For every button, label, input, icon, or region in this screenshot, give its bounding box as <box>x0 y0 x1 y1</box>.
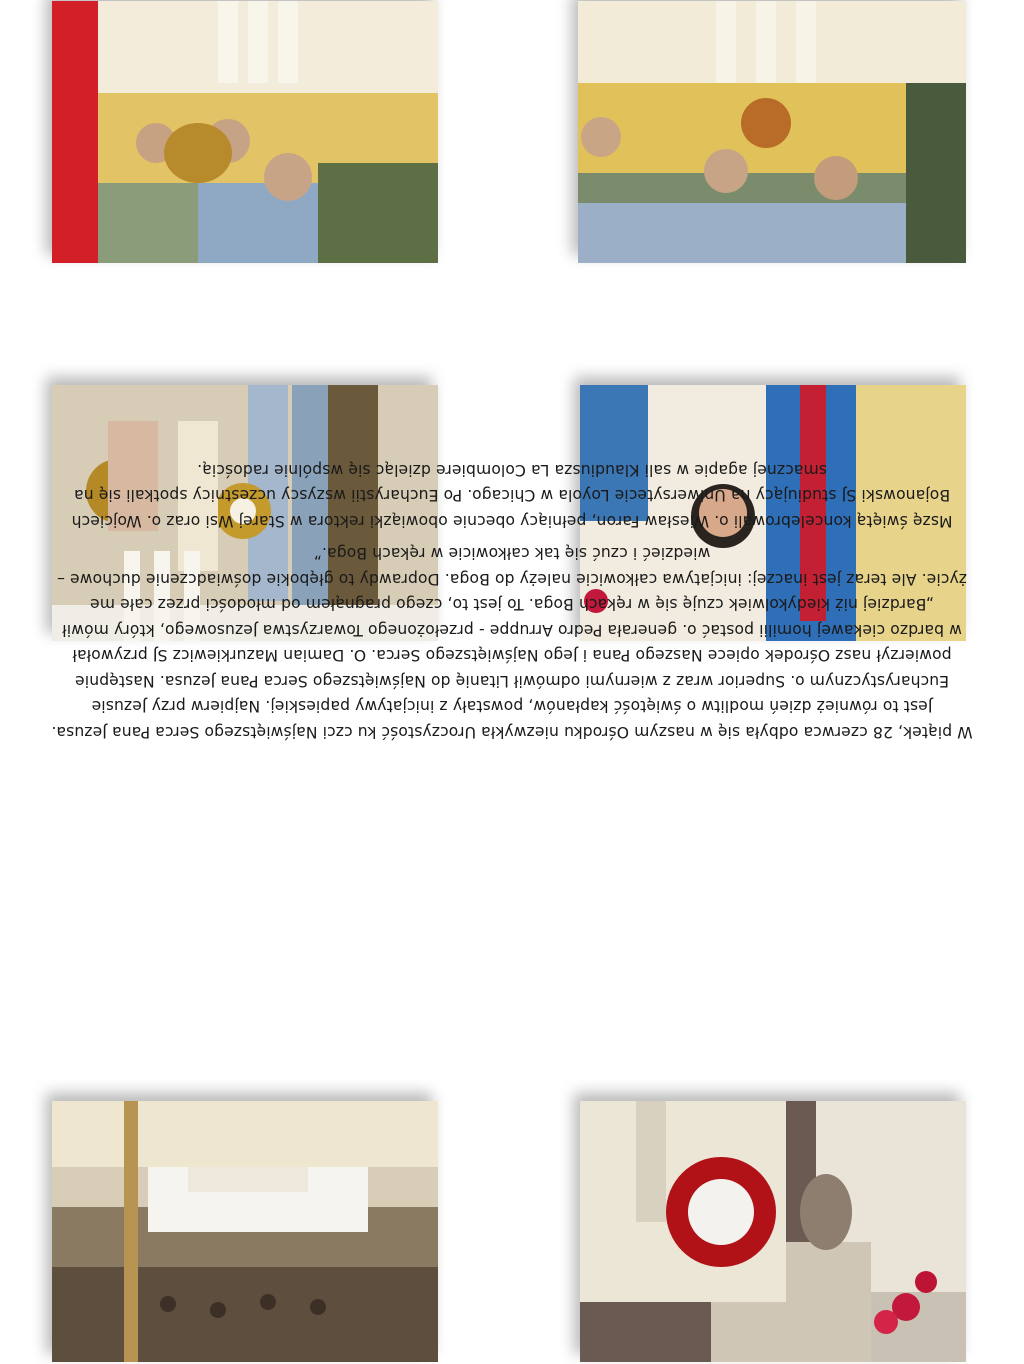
photo-chapel-interior-with-congregation <box>52 1101 438 1362</box>
article-line-3: Eucharystycznym o. Superior wraz z wiernymi odmówił Litanię do Najświętszego Serca Pana Jezusa. Następnie <box>74 672 950 690</box>
article-line-5: w bardzo ciekawej homilii postać o. generała Pedro Arruppe - przełożonego Towarzystwa Jezusowego, który mówił <box>62 621 962 639</box>
article-line-2: Jest to również dzień modlitw o świętość kapłanów, powstały z inicjatywy papieskiej. Najpierw przy Jezusie <box>91 697 933 716</box>
article-line-11: smacznej agapie w sali Klaudiusza La Colombiere dzieląc się wspólnie radością. <box>197 461 827 479</box>
article-text <box>20 457 1004 745</box>
article-line-7: życie. Ale teraz jest inaczej: inicjatywa całkowicie należy do Boga. Doprawdy to głębokie doświadczenie duchowe – <box>57 570 967 588</box>
photo-concelebrants-chalice <box>52 1 438 263</box>
photo-concelebrants-elevation <box>578 1 966 263</box>
article-line-4: powierzył nasz Ośrodek opiece Naszego Pana i Jego Najświętszego Serca. O. Damian Mazurkiewicz SJ przywołał <box>72 646 952 665</box>
photo-priest-at-altar-with-heart-wreath <box>580 1101 966 1362</box>
article-line-8: wiedzieć i czuć się tak całkowicie w rękach Boga.” <box>313 544 711 563</box>
article-line-10: Bojanowski SJ studiujący na Uniwersytecie Loyola w Chicago. Po Eucharystii wszyscy uczestnicy spotkali się na <box>73 486 951 505</box>
article-line-9: Mszę świętą koncelebrowali o. Wiesław Faron, pełniący obecnie obowiązki rektora w Starej Wsi oraz o. Wojciech <box>71 512 953 530</box>
article-line-1: W piątek, 28 czerwca odbyła się w naszym Ośrodku niezwykła Uroczystość ku czci Najświętszego Serca Pana Jezusa. <box>51 723 973 741</box>
article-line-6: „Bardziej niż kiedykolwiek czuję się w rękach Boga. To jest to, czego pragnąłem od młodości przez całe me <box>89 595 935 614</box>
